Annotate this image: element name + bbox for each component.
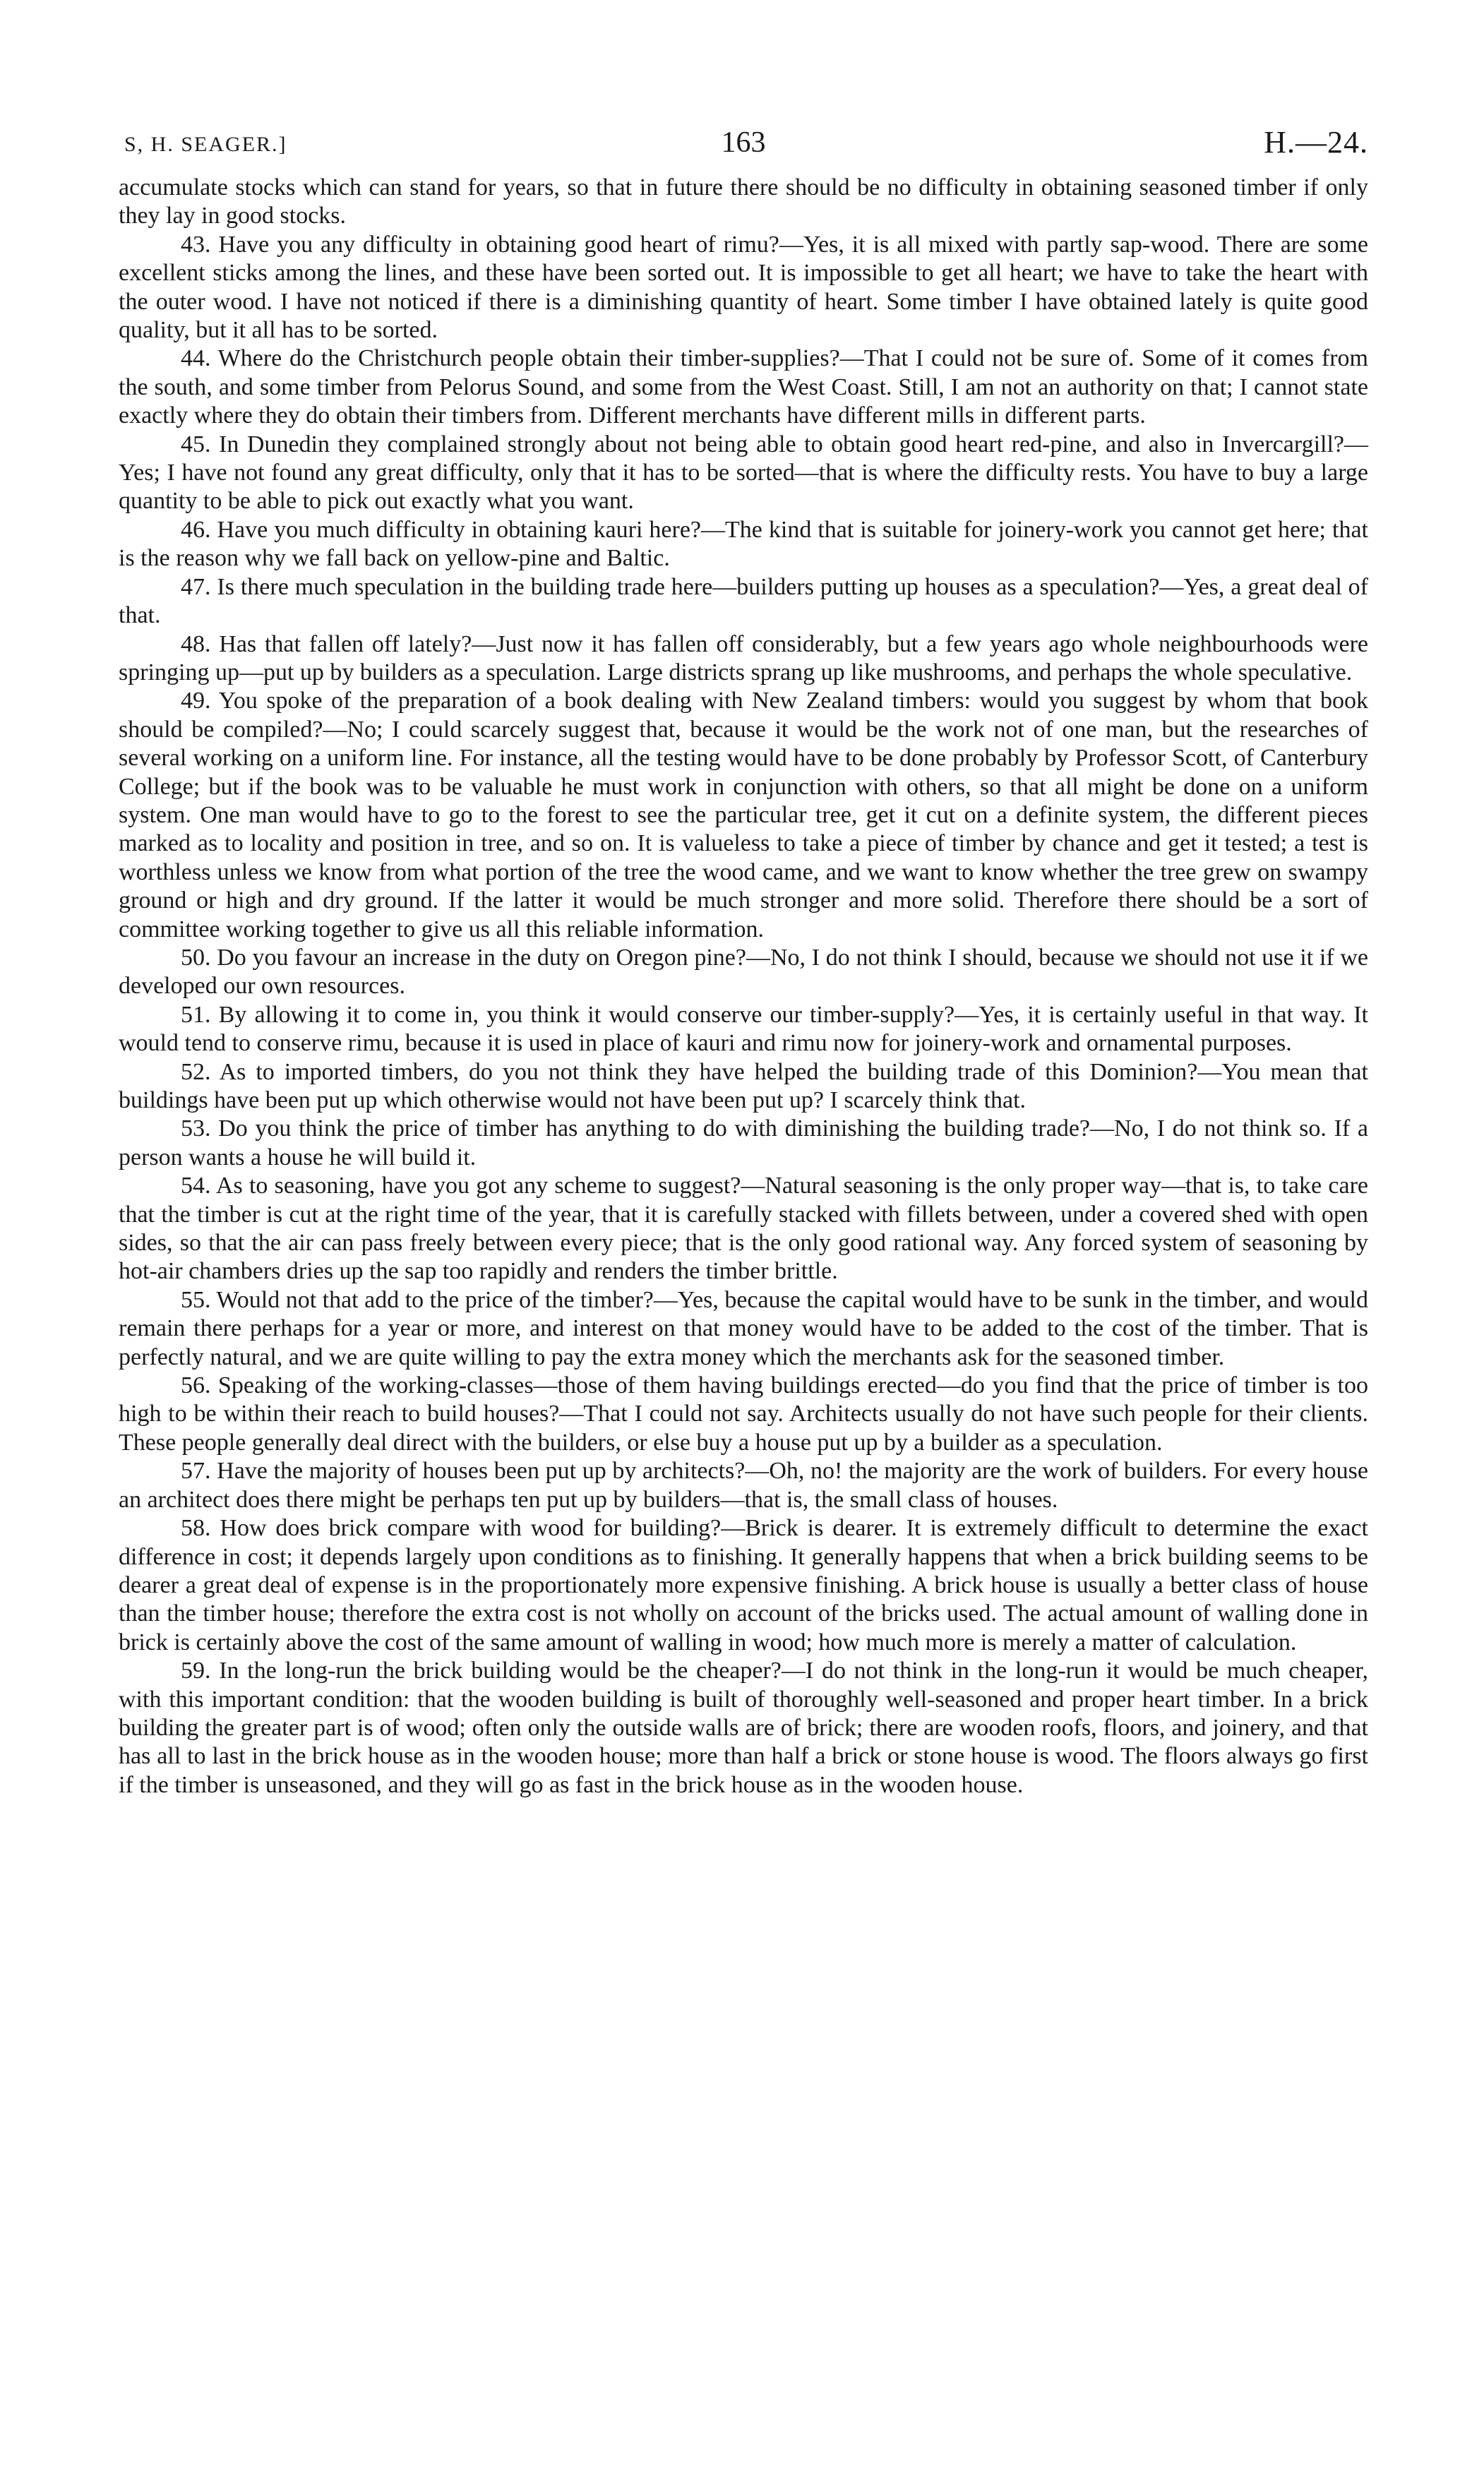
document-reference: H.—24. — [1264, 125, 1368, 160]
question-57: 57. Have the majority of houses been put up by architects?—Oh, no! the majority are the work of builders. For every house an architect does there might be perhaps ten put up by builders—that is, the small class of houses. — [119, 1458, 1368, 1513]
question-52: 52. As to imported timbers, do you not think they have helped the building trade of this Dominion?—You mean that buildings have been put up which otherwise would not have been put up? I scarcely think that. — [119, 1058, 1368, 1113]
question-51: 51. By allowing it to come in, you think it would conserve our timber-supply?—Yes, it is certainly useful in that way. It would tend to conserve rimu, because it is used in place of kauri and rimu now for joinery-work and ornamental purposes. — [119, 1001, 1368, 1057]
question-46: 46. Have you much difficulty in obtaining kauri here?—The kind that is suitable for joinery-work you cannot get here; that is the reason why we fall back on yellow-pine and Baltic. — [119, 516, 1368, 572]
document-page — [119, 120, 1368, 1799]
question-49: 49. You spoke of the preparation of a book dealing with New Zealand timbers: would you suggest by whom that book should be compiled?—No; I could scarcely suggest that, because it would be the work not of one man, but the researches of several working on a uniform line. For instance, all the testing would have to be done probably by Professor Scott, of Canterbury College; but if the book was to be valuable he must work in conjunction with others, so that all might be done on a uniform system. One man would have to go to the forest to see the particular tree, get it cut on a definite system, the different pieces marked as to locality and position in tree, and so on. It is valueless to take a piece of timber by chance and get it tested; a test is worthless unless we know from what portion of the tree the wood came, and we want to know whether the tree grew on swampy ground or high and dry ground. If the latter it would be much stronger and more solid. Therefore there should be a sort of committee working together to give us all this reliable information. — [119, 688, 1368, 942]
question-50: 50. Do you favour an increase in the duty on Oregon pine?—No, I do not think I should, because we should not use it if we developed our own resources. — [119, 944, 1368, 1000]
witness-name: S, H. SEAGER.] — [124, 133, 287, 156]
question-59: 59. In the long-run the brick building would be the cheaper?—I do not think in the long-run it would be much cheaper, with this important condition: that the wooden building is built of thoroughly well-seasoned and proper heart timber. In a brick building the greater part is of wood; often only the outside walls are of brick; there are wooden roofs, floors, and joinery, and that has all to last in the brick house as in the wooden house; more than half a brick or stone house is wood. The floors always go first if the timber is unseasoned, and they will go as fast in the brick house as in the wooden house. — [119, 1658, 1368, 1798]
paragraph-continuation: accumulate stocks which can stand for years, so that in future there should be no difficulty in obtaining seasoned timber if only they lay in good stocks. — [119, 174, 1368, 229]
question-53: 53. Do you think the price of timber has anything to do with diminishing the building trade?—No, I do not think so. If a person wants a house he will build it. — [119, 1115, 1368, 1170]
question-54: 54. As to seasoning, have you got any scheme to suggest?—Natural seasoning is the only proper way—that is, to take care that the timber is cut at the right time of the year, that it is carefully stacked with fillets between, under a covered shed with open sides, so that the air can pass freely between every piece; that is the only good rational way. Any forced system of seasoning by hot-air chambers dries up the sap too rapidly and renders the timber brittle. — [119, 1173, 1368, 1285]
question-48: 48. Has that fallen off lately?—Just now it has fallen off considerably, but a few years ago whole neighbourhoods were springing up—put up by builders as a speculation. Large districts sprang up like mushrooms, and perhaps the whole speculative. — [119, 630, 1368, 685]
question-56: 56. Speaking of the working-classes—those of them having buildings erected—do you find that the price of timber is too high to be within their reach to build houses?—That I could not say. Architects usually do not have such people for their clients. These people generally deal direct with the builders, or else buy a house put up by a builder as a speculation. — [119, 1372, 1368, 1456]
question-55: 55. Would not that add to the price of the timber?—Yes, because the capital would have to be sunk in the timber, and would remain there perhaps for a year or more, and interest on that money would have to be added to the cost of the timber. That is perfectly natural, and we are quite willing to pay the extra money which the merchants ask for the seasoned timber. — [119, 1286, 1368, 1370]
question-58: 58. How does brick compare with wood for building?—Brick is dearer. It is extremely difficult to determine the exact difference in cost; it depends largely upon conditions as to finishing. It generally happens that when a brick building seems to be dearer a great deal of expense is in the proportionately more expensive finishing. A brick house is usually a better class of house than the timber house; therefore the extra cost is not wholly on account of the bricks used. The actual amount of walling done in brick is certainly above the cost of the same amount of walling in wood; how much more is merely a matter of calculation. — [119, 1515, 1368, 1655]
page-header — [119, 120, 1368, 169]
body-text — [119, 174, 1368, 1799]
page-number: 163 — [721, 126, 766, 159]
question-43: 43. Have you any difficulty in obtaining good heart of rimu?—Yes, it is all mixed with partly sap-wood. There are some excellent sticks among the lines, and these have been sorted out. It is impossible to get all heart; we have to take the heart with the outer wood. I have not noticed if there is a diminishing quantity of heart. Some timber I have obtained lately is quite good quality, but it all has to be sorted. — [119, 231, 1368, 344]
question-45: 45. In Dunedin they complained strongly about not being able to obtain good heart red-pine, and also in Invercargill?—Yes; I have not found any great difficulty, only that it has to be sorted—that is where the difficulty rests. You have to buy a large quantity to be able to pick out exactly what you want. — [119, 431, 1368, 515]
question-44: 44. Where do the Christchurch people obtain their timber-supplies?—That I could not be sure of. Some of it comes from the south, and some timber from Pelorus Sound, and some from the West Coast. Still, I am not an authority on that; I cannot state exactly where they do obtain their timbers from. Different merchants have different mills in different parts. — [119, 345, 1368, 429]
question-47: 47. Is there much speculation in the building trade here—builders putting up houses as a speculation?—Yes, a great deal of that. — [119, 573, 1368, 629]
